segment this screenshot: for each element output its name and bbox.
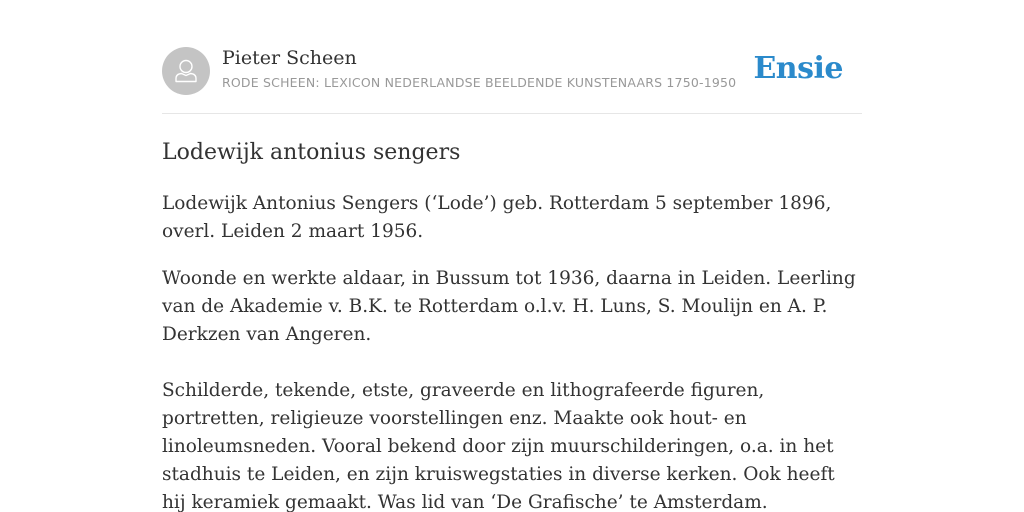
article-title: Lodewijk antonius sengers [162, 140, 461, 165]
user-icon [162, 47, 210, 95]
article-paragraph-2: Woonde en werkte aldaar, in Bussum tot 1936, daarna in Leiden. Leerling van de Akademie v. B.K. te Rotterdam o.l.v. H. Luns, S. Moulijn en A. P. Derkzen van Angeren. [162, 268, 856, 345]
author-avatar[interactable] [162, 47, 210, 95]
article-paragraph-1: Lodewijk Antonius Sengers (‘Lode’) geb. Rotterdam 5 september 1896, overl. Leiden 2 maart 1956. [162, 193, 832, 242]
article-header [162, 47, 862, 97]
header-divider [162, 113, 862, 114]
article-paragraph-3: Schilderde, tekende, etste, graveerde en lithografeerde figuren, portretten, religieuze voorstellingen enz. Maakte ook hout- en linoleumsneden. Vooral bekend door zijn muurschilderingen, o.a. in het stadhuis te Leiden, en zijn kruiswegstaties in diverse kerken. Ook heeft hij keramiek gemaakt. Was lid van ‘De Grafische’ te Amsterdam. [162, 380, 835, 512]
source-label[interactable]: RODE SCHEEN: LEXICON NEDERLANDSE BEELDENDE KUNSTENAARS 1750-1950 [222, 75, 737, 90]
ensie-logo[interactable]: Ensie [753, 51, 843, 86]
author-name[interactable]: Pieter Scheen [222, 47, 357, 69]
